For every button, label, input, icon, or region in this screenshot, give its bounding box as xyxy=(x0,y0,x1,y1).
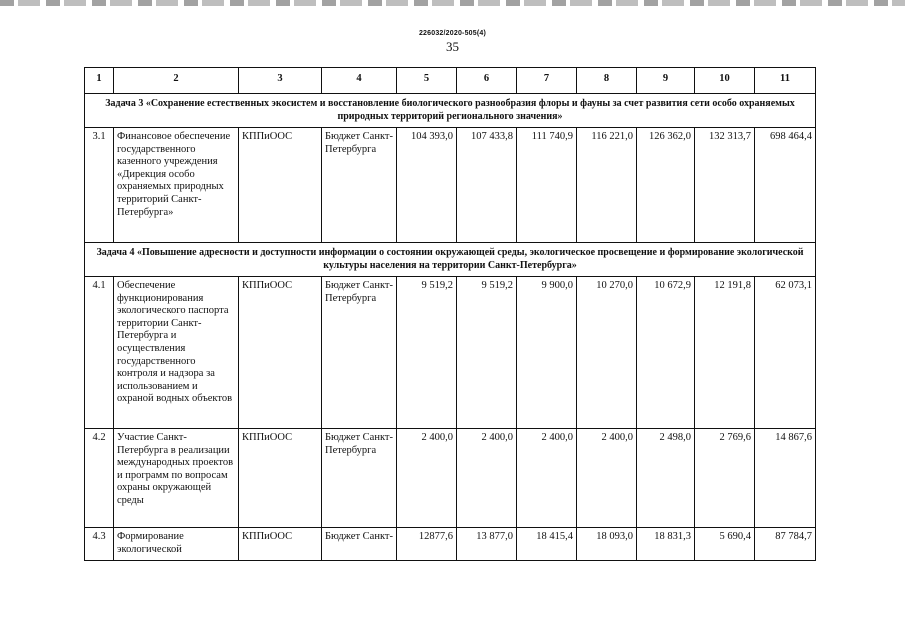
task-3-row xyxy=(85,94,816,128)
row-source: Бюджет Санкт-Петербурга xyxy=(322,128,397,243)
column-header: 8 xyxy=(577,68,637,94)
table-row xyxy=(85,128,816,243)
column-header: 4 xyxy=(322,68,397,94)
row-total: 14 867,6 xyxy=(755,429,816,528)
row-value: 5 690,4 xyxy=(695,528,755,561)
row-number: 3.1 xyxy=(85,128,114,243)
row-value: 2 400,0 xyxy=(577,429,637,528)
table-row xyxy=(85,277,816,429)
column-header: 5 xyxy=(397,68,457,94)
column-header: 10 xyxy=(695,68,755,94)
row-value: 2 498,0 xyxy=(637,429,695,528)
column-header: 2 xyxy=(114,68,239,94)
row-number: 4.2 xyxy=(85,429,114,528)
table-row xyxy=(85,429,816,528)
row-executor: КППиООС xyxy=(239,528,322,561)
document-code: 226032/2020-505(4) xyxy=(418,30,487,37)
column-header: 7 xyxy=(517,68,577,94)
column-header: 3 xyxy=(239,68,322,94)
table-header-row xyxy=(85,68,816,94)
budget-table xyxy=(84,67,816,561)
scan-artifact-line xyxy=(0,0,905,6)
row-value: 9 519,2 xyxy=(457,277,517,429)
task-4-row xyxy=(85,243,816,277)
row-total: 698 464,4 xyxy=(755,128,816,243)
row-value: 111 740,9 xyxy=(517,128,577,243)
column-header: 9 xyxy=(637,68,695,94)
row-total: 87 784,7 xyxy=(755,528,816,561)
row-name: Формирование экологической xyxy=(114,528,239,561)
row-number: 4.1 xyxy=(85,277,114,429)
row-value: 107 433,8 xyxy=(457,128,517,243)
column-header: 6 xyxy=(457,68,517,94)
row-value: 104 393,0 xyxy=(397,128,457,243)
row-value: 10 270,0 xyxy=(577,277,637,429)
row-value: 10 672,9 xyxy=(637,277,695,429)
row-source: Бюджет Санкт-Петербурга xyxy=(322,429,397,528)
row-value: 9 900,0 xyxy=(517,277,577,429)
row-value: 126 362,0 xyxy=(637,128,695,243)
row-value: 18 415,4 xyxy=(517,528,577,561)
row-source: Бюджет Санкт-Петербурга xyxy=(322,277,397,429)
page-number: 35 xyxy=(446,39,459,54)
task-3-heading: Задача 3 «Сохранение естественных экосистем и восстановление биологического разнообразия флоры и фауны за счет развития сети особо охраняемых природных территорий регионального значения» xyxy=(85,94,816,128)
column-header: 1 xyxy=(85,68,114,94)
row-total: 62 073,1 xyxy=(755,277,816,429)
row-executor: КППиООС xyxy=(239,128,322,243)
column-header: 11 xyxy=(755,68,816,94)
row-value: 116 221,0 xyxy=(577,128,637,243)
row-value: 12 191,8 xyxy=(695,277,755,429)
row-name: Участие Санкт-Петербурга в реализации международных проектов и программ по вопросам охраны окружающей среды xyxy=(114,429,239,528)
row-value: 132 313,7 xyxy=(695,128,755,243)
row-name: Финансовое обеспечение государственного казенного учреждения «Дирекция особо охраняемых природных территорий Санкт-Петербурга» xyxy=(114,128,239,243)
row-executor: КППиООС xyxy=(239,429,322,528)
row-executor: КППиООС xyxy=(239,277,322,429)
row-value: 18 093,0 xyxy=(577,528,637,561)
task-4-heading: Задача 4 «Повышение адресности и доступности информации о состоянии окружающей среды, экологическое просвещение и формирование экологической культуры населения на территории Санкт-Петербурга» xyxy=(85,243,816,277)
row-value: 2 400,0 xyxy=(517,429,577,528)
row-value: 2 400,0 xyxy=(397,429,457,528)
table-row xyxy=(85,528,816,561)
row-number: 4.3 xyxy=(85,528,114,561)
row-source: Бюджет Санкт- xyxy=(322,528,397,561)
row-value: 9 519,2 xyxy=(397,277,457,429)
row-value: 18 831,3 xyxy=(637,528,695,561)
row-value: 13 877,0 xyxy=(457,528,517,561)
row-value: 12877,6 xyxy=(397,528,457,561)
row-value: 2 769,6 xyxy=(695,429,755,528)
row-name: Обеспечение функционирования экологического паспорта территории Санкт-Петербурга и осуществления государственного контроля и надзора за использованием и охраной водных объектов xyxy=(114,277,239,429)
row-value: 2 400,0 xyxy=(457,429,517,528)
